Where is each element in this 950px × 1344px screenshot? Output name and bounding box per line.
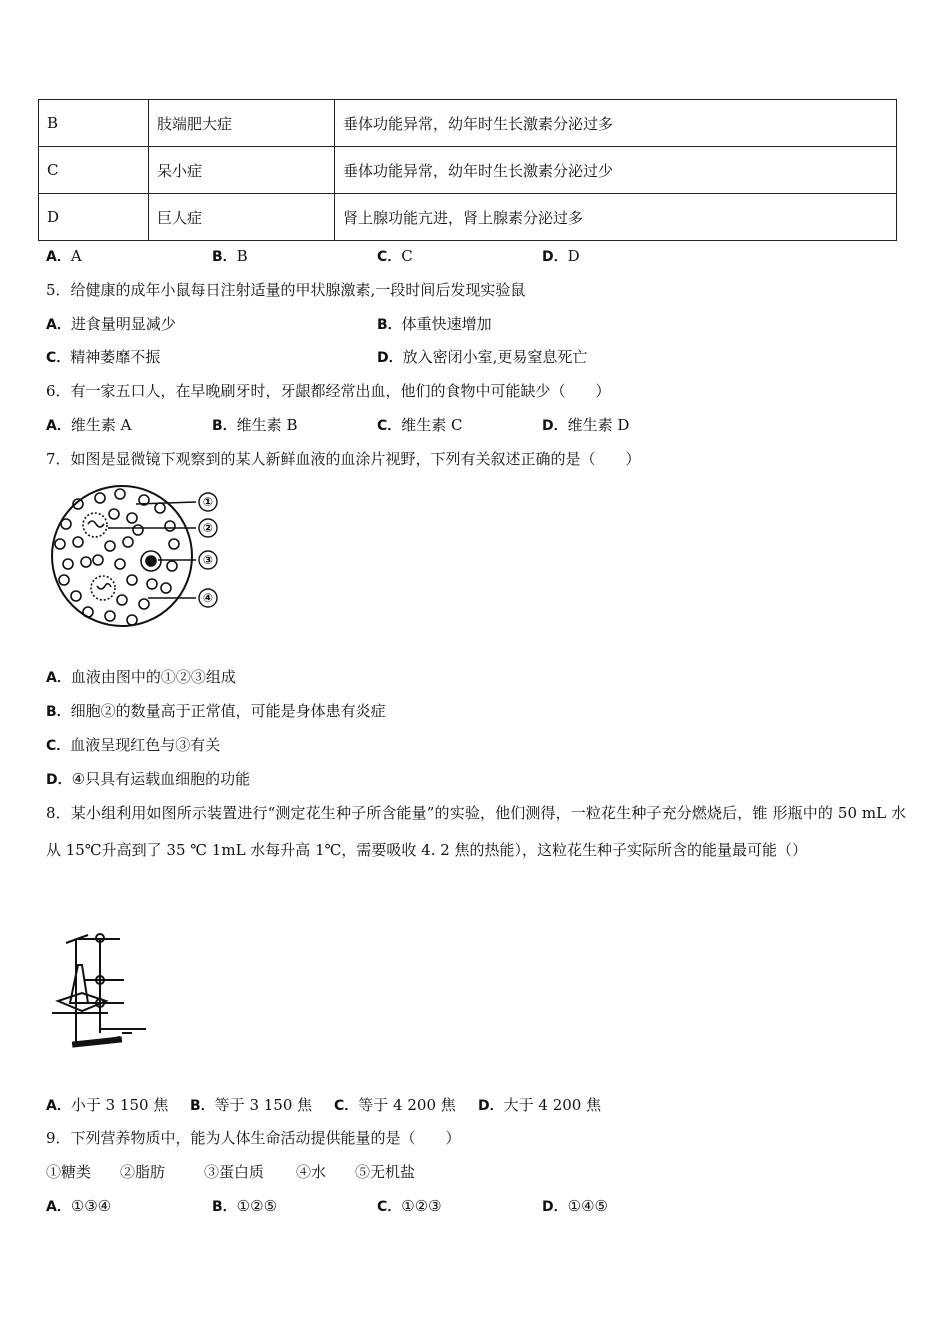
red-blood-cell-shape: [55, 539, 65, 549]
figure-label-1: ①: [202, 495, 214, 509]
q5-option-a: A．进食量明显减少: [46, 315, 176, 333]
red-blood-cell-shape: [73, 537, 83, 547]
red-blood-cell-shape: [105, 611, 115, 621]
red-blood-cell-shape: [139, 599, 149, 609]
q9-item-3: ③蛋白质: [204, 1163, 265, 1181]
table-row: [39, 100, 897, 147]
table-row: [39, 194, 897, 241]
q7-option-b: B．细胞②的数量高于正常值，可能是身体患有炎症: [46, 702, 386, 720]
q8-stem: 8．某小组利用如图所示装置进行“测定花生种子所含能量”的实验，他们测得，一粒花生种子充分燃烧后，锥 形瓶中的 50 mL 水从 15℃升高到了 35 ℃ 1mL 水每升高 1℃，需要吸收 4. 2 焦的热能），这粒花生种子实际所含的能量最可能（）: [46, 804, 906, 859]
q8-option-b: B．等于 3 150 焦: [190, 1096, 313, 1114]
table-cell-cause: 肾上腺功能亢进，肾上腺素分泌过多: [335, 194, 897, 241]
red-blood-cell-shape: [155, 503, 165, 513]
q9-stem: 9．下列营养物质中，能为人体生命活动提供能量的是（ ）: [46, 1129, 461, 1147]
q4-option-c: C．C: [377, 247, 413, 265]
red-blood-cell-shape: [169, 539, 179, 549]
q9-option-d: D．①④⑤: [542, 1197, 608, 1215]
q4-option-b: B．B: [212, 247, 248, 265]
red-blood-cell-shape: [63, 559, 73, 569]
blood-smear-figure: [48, 484, 228, 636]
figure-label-2: ②: [202, 521, 214, 535]
q9-item-1: ①糖类: [46, 1163, 92, 1181]
red-blood-cell-shape: [59, 575, 69, 585]
peanut-burning-apparatus-figure: [48, 925, 158, 1057]
q9-option-c: C．①②③: [377, 1197, 442, 1215]
q5-option-d: D．放入密闭小室,更易窒息死亡: [377, 348, 588, 366]
red-blood-cell-shape: [161, 583, 171, 593]
q6-option-a: A．维生素 A: [46, 416, 132, 434]
table-cell-disease: 肢端肥大症: [149, 100, 335, 147]
red-blood-cell-shape: [127, 615, 137, 625]
red-blood-cell-shape: [127, 575, 137, 585]
option-table: [38, 99, 897, 241]
red-blood-cell-shape: [93, 555, 103, 565]
red-blood-cell-shape: [117, 595, 127, 605]
q7-option-d: D．④只具有运载血细胞的功能: [46, 770, 251, 788]
table-cell-letter: D: [39, 194, 149, 241]
figure-label-4: ④: [202, 591, 214, 605]
q9-item-5: ⑤无机盐: [355, 1163, 416, 1181]
red-blood-cell-shape: [115, 489, 125, 499]
q8-option-d: D．大于 4 200 焦: [478, 1096, 602, 1114]
table-cell-cause: 垂体功能异常，幼年时生长激素分泌过多: [335, 100, 897, 147]
q5-stem: 5．给健康的成年小鼠每日注射适量的甲状腺激素,一段时间后发现实验鼠: [46, 281, 526, 299]
q6-stem: 6．有一家五口人，在早晚刷牙时，牙龈都经常出血，他们的食物中可能缺少（ ）: [46, 382, 611, 400]
q4-option-d: D．D: [542, 247, 580, 265]
red-blood-cell-shape: [133, 525, 143, 535]
q7-option-c: C．血液呈现红色与③有关: [46, 736, 221, 754]
table-cell-letter: C: [39, 147, 149, 194]
q7-stem: 7．如图是显微镜下观察到的某人新鲜血液的血涂片视野，下列有关叙述正确的是（ ）: [46, 450, 641, 468]
red-blood-cell-shape: [61, 519, 71, 529]
table-cell-disease: 呆小症: [149, 147, 335, 194]
q9-item-4: ④水: [296, 1163, 327, 1181]
q9-option-b: B．①②⑤: [212, 1197, 278, 1215]
q7-option-a: A．血液由图中的①②③组成: [46, 668, 236, 686]
q6-option-c: C．维生素 C: [377, 416, 463, 434]
table-row: [39, 147, 897, 194]
red-blood-cell-shape: [109, 509, 119, 519]
red-blood-cell-shape: [123, 537, 133, 547]
q4-option-a: A．A: [46, 247, 82, 265]
red-blood-cell-shape: [167, 561, 177, 571]
table-cell-letter: B: [39, 100, 149, 147]
figure-label-3: ③: [202, 553, 214, 567]
red-blood-cell-shape: [105, 541, 115, 551]
q8-option-a: A．小于 3 150 焦: [46, 1096, 169, 1114]
red-blood-cell-shape: [127, 513, 137, 523]
q9-item-2: ②脂肪: [120, 1163, 166, 1181]
red-blood-cell-shape: [83, 607, 93, 617]
red-blood-cell-shape: [81, 557, 91, 567]
q6-option-b: B．维生素 B: [212, 416, 298, 434]
q8-option-c: C．等于 4 200 焦: [334, 1096, 456, 1114]
table-cell-cause: 垂体功能异常，幼年时生长激素分泌过少: [335, 147, 897, 194]
red-blood-cell-shape: [95, 493, 105, 503]
q6-option-d: D．维生素 D: [542, 416, 630, 434]
red-blood-cell-shape: [147, 579, 157, 589]
red-blood-cell-shape: [115, 559, 125, 569]
q5-option-c: C．精神萎靡不振: [46, 348, 161, 366]
red-blood-cell-shape: [71, 591, 81, 601]
table-cell-disease: 巨人症: [149, 194, 335, 241]
q5-option-b: B．体重快速增加: [377, 315, 492, 333]
red-blood-cell-shape: [165, 521, 175, 531]
q9-option-a: A．①③④: [46, 1197, 112, 1215]
